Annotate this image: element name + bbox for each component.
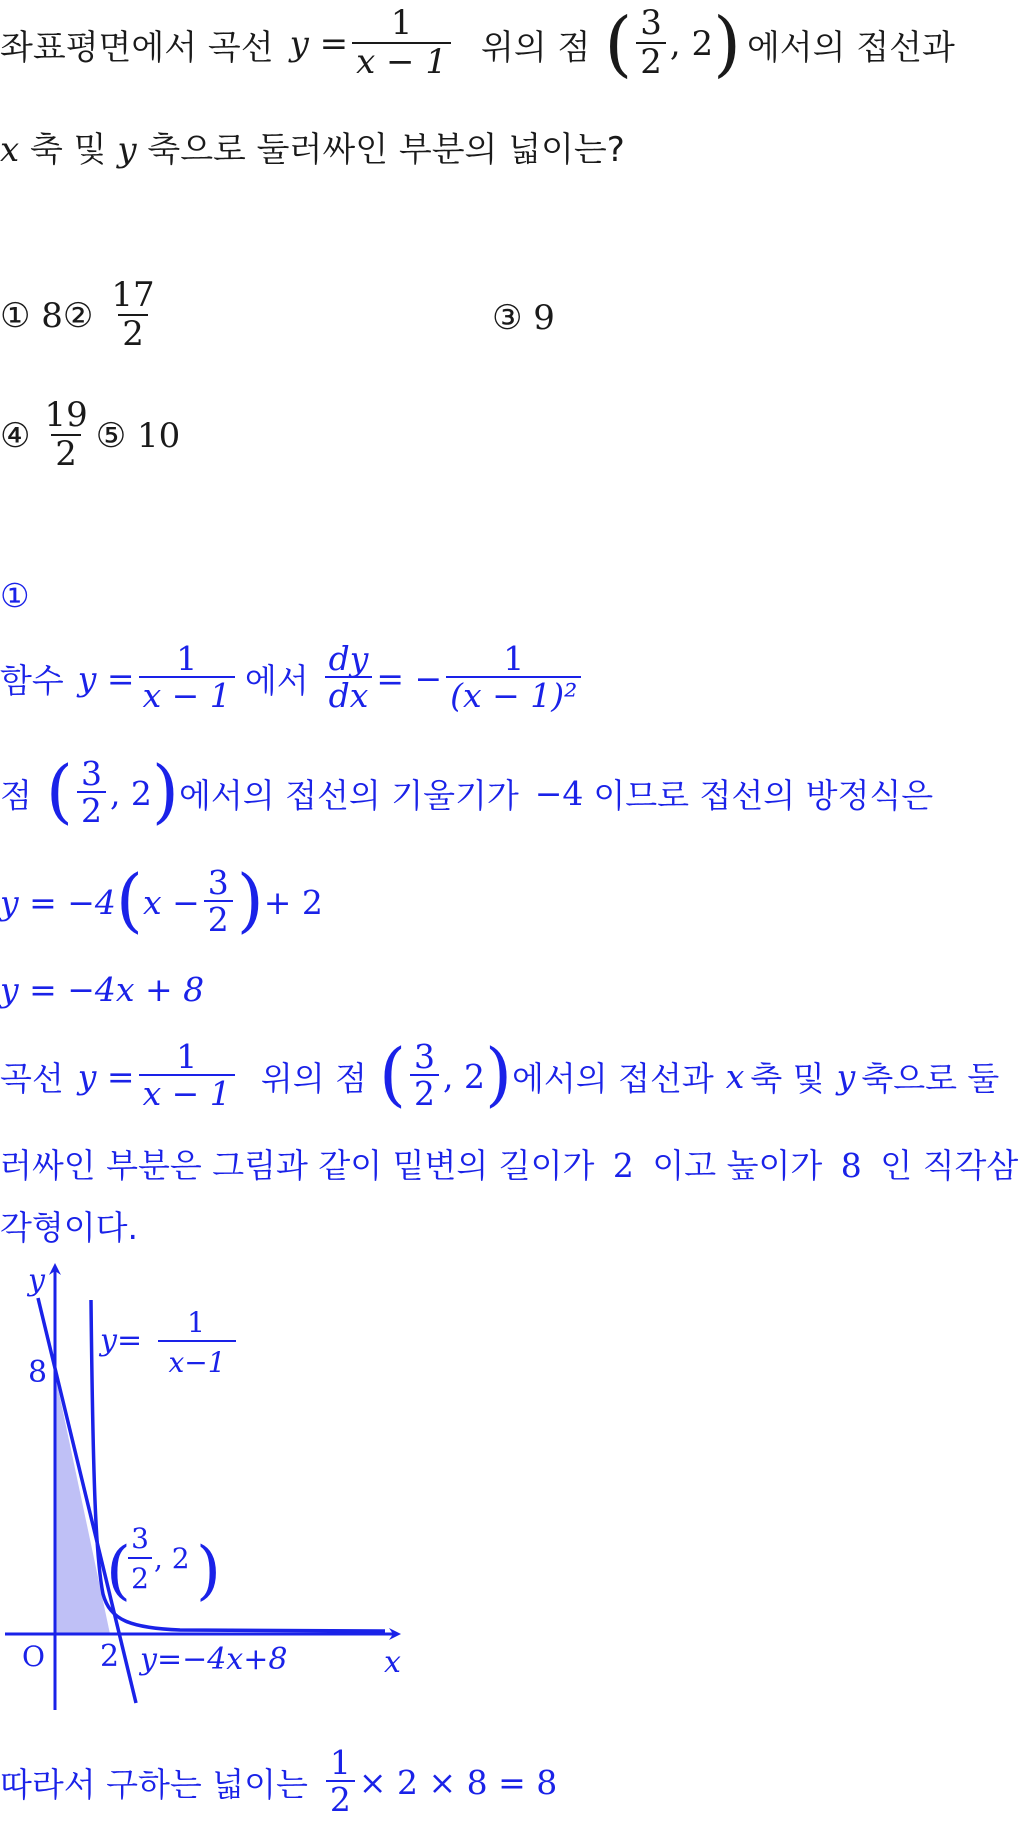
solution-text: 따라서 구하는 넓이는 [0, 1764, 308, 1804]
derivative-fraction [325, 638, 373, 716]
choice-1[interactable]: ① 8 [0, 296, 63, 336]
solution-line-5 [0, 1032, 999, 1120]
y-var: y [836, 1056, 856, 1096]
fraction-numerator: 1 [390, 3, 413, 44]
fraction-denominator: 2 [410, 1074, 439, 1112]
question-text: 에서의 접선과 [746, 27, 955, 68]
fraction-numerator: 3 [640, 3, 662, 44]
fraction-denominator: x − 1 [352, 42, 451, 81]
solution-text: 위의 점 [260, 1058, 367, 1098]
fraction-denominator: 2 [326, 1780, 355, 1818]
solution-text: 축 및 [750, 1058, 825, 1098]
fraction-denominator: 2 [204, 900, 233, 938]
fraction-numerator: dy [328, 638, 369, 678]
paren-right: ) [151, 752, 179, 833]
solution-line-2 [0, 748, 933, 838]
fraction-denominator: x − 1 [139, 676, 235, 714]
question-text: 축으로 둘러싸인 부분의 넓이는? [147, 130, 625, 170]
paren-left: ( [378, 1035, 406, 1116]
solution-text: 이므로 접선의 방정식은 [593, 775, 934, 815]
curve-label-lhs: y= [100, 1323, 143, 1358]
answer-marker: ① [0, 576, 30, 615]
solution-line-3 [0, 856, 323, 948]
curve-lhs: y = [289, 24, 349, 64]
y-axis-label: y [28, 1263, 45, 1298]
fraction-numerator: 1 [176, 638, 198, 678]
tangent-line [38, 1298, 136, 1703]
fraction-denominator: 2 [77, 791, 106, 829]
curve-label-den: x−1 [168, 1346, 226, 1379]
paren-left: ( [115, 861, 143, 942]
y-var: y [117, 130, 137, 170]
solution-text: 에서의 접선과 [512, 1058, 714, 1098]
final-line [0, 1740, 557, 1824]
slope-value: −4 [534, 773, 584, 813]
paren-left: ( [45, 752, 73, 833]
point-label-y: , 2 [154, 1542, 190, 1575]
fraction-denominator: dx [325, 676, 373, 714]
curve-fraction [352, 3, 451, 83]
x-var: x [0, 130, 20, 170]
derivative-value-fraction [446, 638, 581, 716]
fraction-numerator: 3 [413, 1036, 435, 1076]
point-x-fraction [77, 753, 106, 831]
question-text: 위의 점 [481, 27, 591, 68]
question-line-2 [0, 122, 625, 171]
curve-label-num: 1 [187, 1306, 205, 1339]
choice-4-marker: ④ [0, 415, 31, 456]
fraction-denominator: 2 [51, 434, 81, 473]
final-fraction [326, 1742, 355, 1820]
fraction-numerator: 1 [503, 638, 525, 678]
solution-text: 인 직각삼 [880, 1146, 1018, 1185]
x-var: x [725, 1056, 745, 1096]
solution-text: 에서의 접선의 기울기가 [178, 775, 519, 815]
x-intercept-label: 2 [100, 1639, 120, 1674]
question-text: 축 및 [30, 130, 107, 170]
solution-lhs: y = [77, 1056, 135, 1096]
fraction-numerator: 1 [176, 1036, 198, 1076]
fraction-denominator: 2 [118, 314, 148, 353]
origin-label: O [22, 1640, 45, 1673]
paren-right: ) [713, 2, 741, 86]
base-length: 2 [612, 1146, 634, 1185]
solution-line-6 [0, 1140, 1018, 1187]
point-y: , 2 [442, 1056, 485, 1096]
fraction-numerator: 19 [44, 395, 88, 436]
choice-5[interactable]: ⑤ 10 [95, 416, 181, 456]
solution-lhs: y = [77, 658, 135, 698]
choice-row-2 [0, 394, 180, 478]
fraction-denominator: x − 1 [139, 1074, 235, 1112]
choice-row-1 [0, 276, 163, 356]
solution-text: 축으로 둘 [861, 1058, 1000, 1098]
choice-2-marker: ② [62, 295, 94, 336]
paren-right: ) [236, 861, 264, 942]
choice-3[interactable]: ③ 9 [492, 298, 555, 338]
tangent-equation: y = −4x + 8 [0, 970, 205, 1009]
final-expression: × 2 × 8 = 8 [358, 1762, 558, 1802]
point-x-fraction [410, 1036, 439, 1114]
solution-fraction [139, 638, 235, 716]
solution-fraction [139, 1036, 235, 1114]
point-label-paren-left: ( [106, 1534, 131, 1608]
choice-4[interactable] [0, 395, 96, 475]
point-label-paren-right: ) [196, 1534, 221, 1608]
fraction-denominator: 2 [636, 42, 666, 81]
point-x-fraction [636, 3, 666, 83]
point-label-den: 2 [131, 1562, 149, 1595]
solution-graph [0, 1258, 420, 1718]
tangent-eq-lhs: y = −4 [0, 882, 116, 922]
choice-2-fraction [107, 275, 158, 355]
x-axis-label: x [384, 1645, 401, 1680]
fraction-numerator: 17 [111, 275, 155, 316]
point-y: , 2 [669, 24, 714, 64]
choice-2[interactable] [62, 275, 163, 355]
solution-text: 함수 [0, 660, 64, 700]
solution-text: 곡선 [0, 1058, 64, 1098]
solution-text: 이고 높이가 [652, 1146, 823, 1185]
tangent-eq-const: + 2 [263, 882, 323, 922]
fraction-numerator: 3 [80, 753, 102, 793]
choice-4-fraction [40, 395, 91, 475]
tangent-eq-fraction [204, 862, 233, 940]
question-text: 좌표평면에서 곡선 [0, 27, 274, 68]
paren-left: ( [604, 2, 633, 86]
solution-line-1 [0, 638, 585, 718]
point-y: , 2 [109, 773, 152, 813]
paren-right: ) [484, 1035, 513, 1116]
solution-text: 에서 [244, 660, 309, 700]
fraction-numerator: 3 [207, 862, 229, 902]
height-value: 8 [840, 1146, 862, 1185]
solution-text: 러싸인 부분은 그림과 같이 밑변의 길이가 [0, 1146, 595, 1185]
question-line-1 [0, 4, 955, 84]
tangent-eq-x: x − [142, 882, 200, 922]
point-label-num: 3 [131, 1522, 149, 1555]
solution-equals: = − [376, 658, 443, 698]
y-intercept-label: 8 [28, 1355, 48, 1390]
fraction-numerator: 1 [329, 1742, 351, 1782]
solution-text: 점 [0, 775, 32, 815]
solution-line-7: 각형이다. [0, 1208, 139, 1247]
fraction-denominator: (x − 1)² [446, 676, 581, 714]
tangent-label: y=−4x+8 [140, 1642, 288, 1677]
